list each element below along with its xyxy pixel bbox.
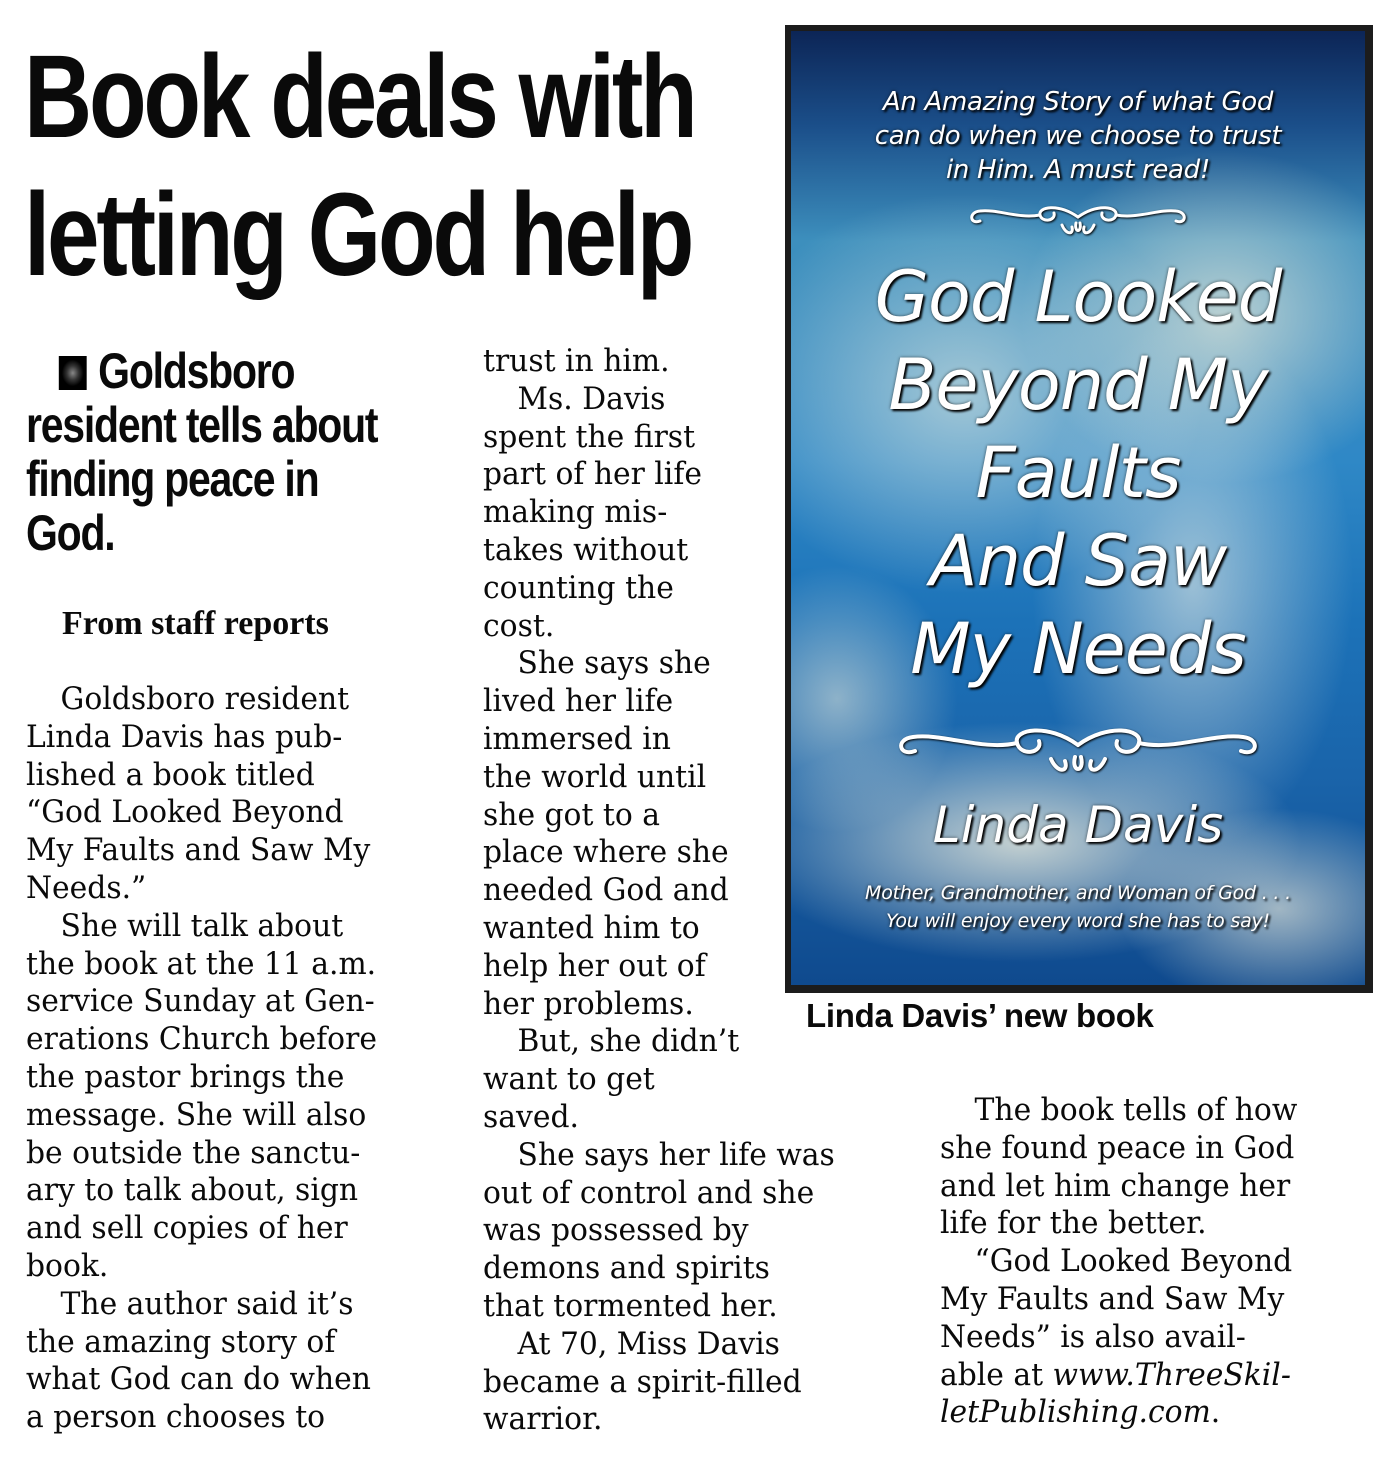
cover-tagline [791,85,1365,187]
website-url-text: letPublishing.com [940,1394,1211,1431]
cover-title-line: God Looked [874,256,1282,338]
article-line: that tormented her. [483,1287,778,1324]
cover-title-line: Beyond My [888,344,1268,426]
article-line: Needs.” [26,869,147,906]
article-line-text: . [1210,1394,1221,1431]
deck-text: Goldsboro [98,343,295,399]
article-line: saved. [483,1098,579,1135]
headline [24,28,695,304]
article-column-3 [940,1092,1297,1432]
article-line: The book tells of how [974,1092,1298,1128]
cover-blurb-line: You will enjoy every word she has to say! [886,910,1270,932]
article-line-text: able at [940,1356,1053,1393]
article-column-2 [483,343,835,1439]
article-line: “God Looked Beyond [974,1243,1293,1280]
deck-line-2: resident tells about [26,397,378,453]
article-line [940,1394,1297,1432]
article-line: needed God and [483,872,729,909]
article-line: Ms. Davis [517,380,666,417]
cover-title-line: My Needs [910,608,1246,690]
cover-tagline-line: in Him. A must read! [945,155,1210,185]
article-line: The author said it’s [60,1285,354,1322]
article-line: what God can do when [26,1361,371,1398]
article-line: erations Church before [26,1021,377,1058]
article-line: life for the better. [940,1205,1207,1242]
byline: From staff reports [62,605,329,642]
article-line: lived her life [483,683,674,720]
deck-subheadline [26,344,452,560]
article-line: making mis- [483,494,668,531]
article-line: warrior. [483,1401,603,1438]
cover-title-line: Faults [975,432,1181,514]
cover-tagline-line: An Amazing Story of what God [882,87,1274,117]
article-line: She will talk about [60,907,344,944]
deck-line-3: finding peace in [26,451,319,507]
article-line: ary to talk about, sign [26,1172,359,1209]
cover-title-line: And Saw [929,520,1227,602]
article-line: She says she [517,645,711,682]
article-line: “God Looked Beyond [26,794,344,831]
article-line: a person chooses to [26,1399,326,1436]
article-line: demons and spirits [483,1250,770,1287]
article-line: trust in him. [483,343,670,379]
website-url-text: www.ThreeSkil- [1052,1356,1291,1393]
article-line: the world until [483,758,707,795]
article-line: My Faults and Saw My [940,1280,1285,1317]
article-line: and sell copies of her [26,1210,348,1247]
article-line: immersed in [483,720,671,757]
article-line: book. [26,1247,109,1284]
article-line: was possessed by [483,1212,749,1249]
article-line: spent the first [483,418,696,455]
article-line: Linda Davis has pub- [26,718,343,755]
article-line: the pastor brings the [26,1058,345,1095]
article-line: She says her life was [517,1136,835,1173]
cover-blurb [791,879,1365,935]
deck-line-4: God. [26,505,115,561]
article-line: help her out of [483,947,706,984]
article-line: At 70, Miss Davis [517,1325,780,1362]
article-line: takes without [483,531,689,568]
article-line: place where she [483,834,729,871]
article-line [940,1357,1297,1395]
article-column-1 [26,681,377,1437]
cover-title [791,253,1365,693]
article-line: her problems. [483,985,694,1022]
article-line: she got to a [483,796,660,833]
cover-tagline-line: can do when we choose to trust [874,121,1282,151]
scroll-flourish-icon [883,711,1273,779]
article-line: cost. [483,607,555,644]
article-line: and let him change her [940,1167,1291,1204]
article-line: counting the [483,569,674,606]
article-line: be outside the sanctu- [26,1134,361,1171]
photo-caption: Linda Davis’ new book [806,997,1154,1034]
article-line: out of control and she [483,1174,815,1211]
article-line: Goldsboro resident [60,681,350,717]
cover-blurb-line: Mother, Grandmother, and Woman of God . . . [865,882,1291,904]
article-line: became a spirit-filled [483,1363,802,1400]
deck-line-1 [26,344,452,398]
article-line: the amazing story of [26,1323,336,1360]
headline-line-1: Book deals with [24,31,695,163]
article-line: lished a book titled [26,756,315,793]
article-line: Needs” is also avail- [940,1318,1246,1355]
cover-author: Linda Davis [932,796,1224,854]
article-line: wanted him to [483,909,700,946]
article-line: part of her life [483,456,702,493]
article-line: My Faults and Saw My [26,832,371,869]
article-line: want to get [483,1061,655,1098]
headline-line-2: letting God help [24,169,692,301]
article-line: she found peace in God [940,1129,1295,1166]
square-bullet-icon [59,356,87,390]
scroll-flourish-icon [958,193,1198,239]
article-line: But, she didn’t [517,1023,740,1060]
article-line: message. She will also [26,1096,367,1133]
article-line: service Sunday at Gen- [26,983,375,1020]
book-cover-image [785,25,1373,993]
article-line: the book at the 11 a.m. [26,945,377,982]
